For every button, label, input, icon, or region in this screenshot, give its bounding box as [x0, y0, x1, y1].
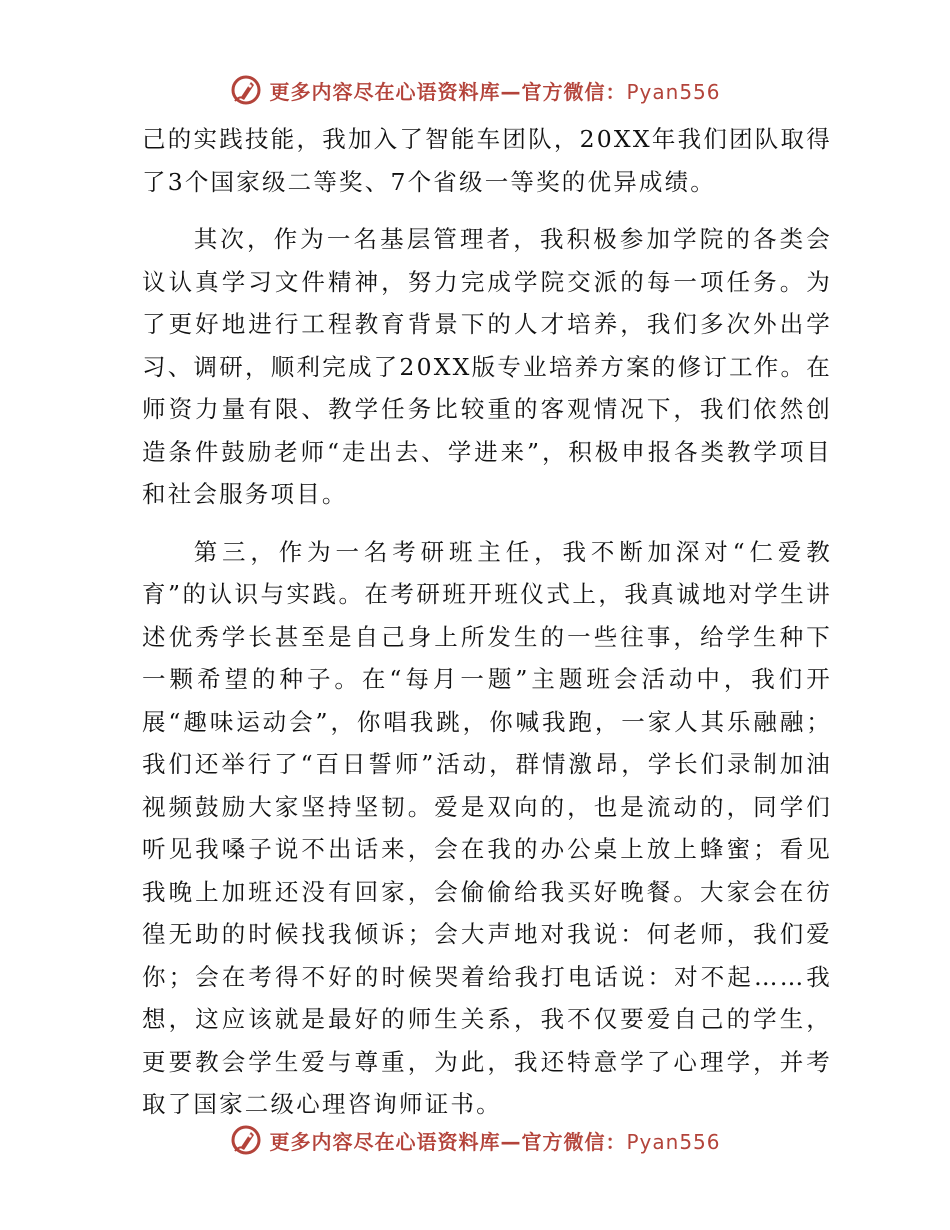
- pen-nib-logo-icon: [229, 1123, 263, 1157]
- wechat-handle: Pyan556: [626, 1129, 721, 1154]
- pen-nib-logo-icon: [229, 73, 263, 107]
- banner-text: [269, 1126, 720, 1155]
- wechat-handle: Pyan556: [626, 79, 721, 104]
- banner-label: 更多内容尽在心语资料库—官方微信：: [269, 1129, 627, 1154]
- footer-banner: [0, 1120, 950, 1160]
- banner-text: [269, 76, 720, 105]
- paragraph-2: 其次，作为一名基层管理者，我积极参加学院的各类会议认真学习文件精神，努力完成学院交派的每一项任务。为了更好地进行工程教育背景下的人才培养，我们多次外出学习、调研，顺利完成了20XX版专业培养方案的修订工作。在师资力量有限、教学任务比较重的客观情况下，我们依然创造条件鼓励老师“走出去、学进来”，积极申报各类教学项目和社会服务项目。: [142, 225, 832, 508]
- document-body: [142, 118, 832, 1141]
- banner-label: 更多内容尽在心语资料库—官方微信：: [269, 79, 627, 104]
- paragraph-3: 第三，作为一名考研班主任，我不断加深对“仁爱教育”的认识与实践。在考研班开班仪式上，我真诚地对学生讲述优秀学长甚至是自己身上所发生的一些往事，给学生种下一颗希望的种子。在“每月一题”主题班会活动中，我们开展“趣味运动会”，你唱我跳，你喊我跑，一家人其乐融融；我们还举行了“百日誓师”活动，群情激昂，学长们录制加油视频鼓励大家坚持坚韧。爱是双向的，也是流动的，同学们听见我嗓子说不出话来，会在我的办公桌上放上蜂蜜；看见我晚上加班还没有回家，会偷偷给我买好晚餐。大家会在彷徨无助的时候找我倾诉；会大声地对我说：何老师，我们爱你；会在考得不好的时候哭着给我打电话说：对不起……我想，这应该就是最好的师生关系，我不仅要爱自己的学生，更要教会学生爱与尊重，为此，我还特意学了心理学，并考取了国家二级心理咨询师证书。: [142, 537, 832, 1118]
- paragraph-1: 己的实践技能，我加入了智能车团队，20XX年我们团队取得了3个国家级二等奖、7个省级一等奖的优异成绩。: [142, 125, 832, 196]
- header-banner: [0, 70, 950, 110]
